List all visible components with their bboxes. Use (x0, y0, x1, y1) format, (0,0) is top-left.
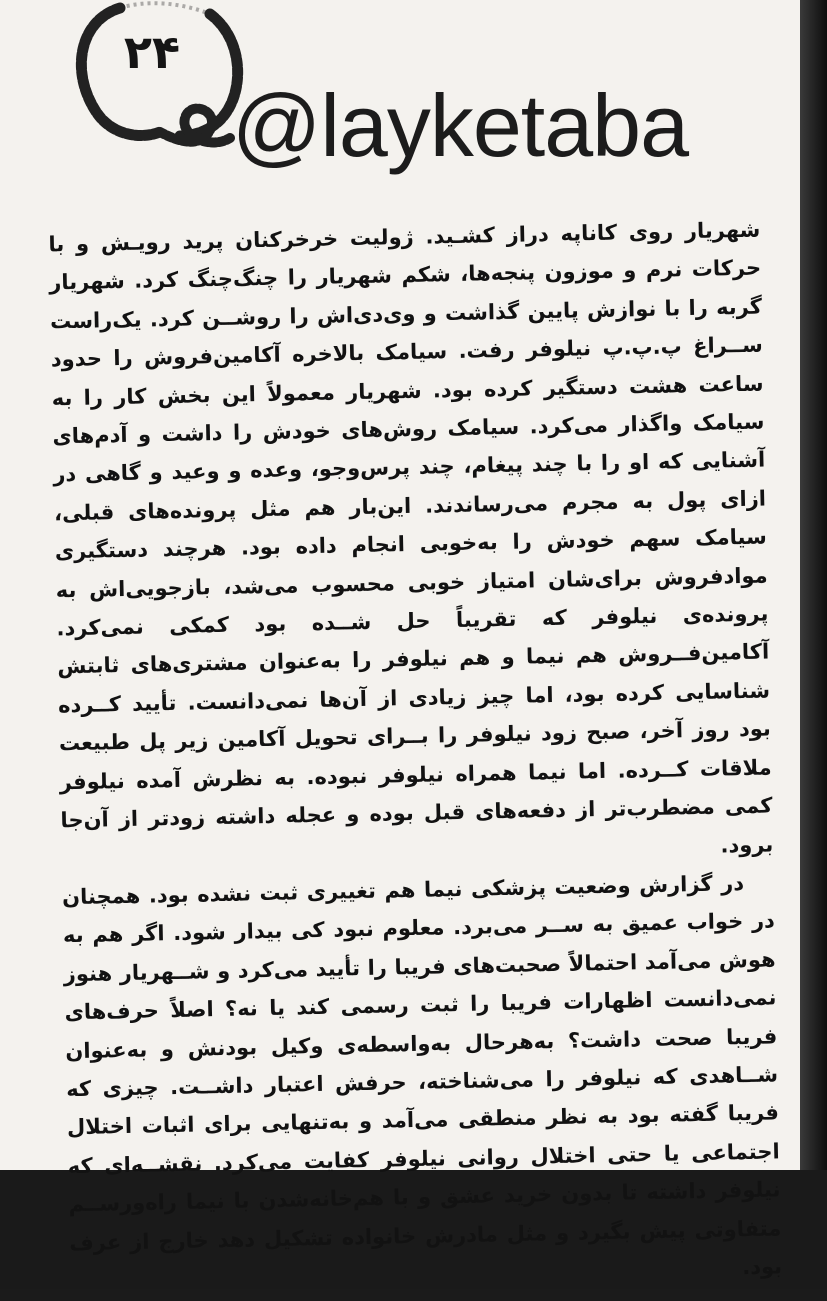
page-header (0, 0, 800, 200)
body-text (48, 211, 782, 1301)
page-number: ۲۴ (123, 25, 181, 79)
channel-handle-watermark: @layketaba (232, 76, 689, 175)
paragraph: شهریار روی کاناپه دراز کشـید. ژولیت خرخرکنان پرید رویـش و با حرکات نرم و موزون پنجه‌ها، شکم شهریار را چنگ‌چنگ کرد. شهریار گربه را با نوازش پایین گذاشت و وی‌دی‌اش را روشــن کرد. یک‌راست ســراغ پ.پ.پ نیلوفر رفت. سیامک بالاخره آکامین‌فروش را حدود ساعت هشت دستگیر کرده بود. شهریار معمولاً این بخش کار را به سیامک واگذار می‌کرد. سیامک روش‌های خودش را داشت و آدم‌های آشنایی که او را با چند پیغام، چند پرس‌وجو، وعده و وعید و گاهی در ازای پول به مجرم می‌رساندند. این‌بار هم مثل پرونده‌های قبلی، سیامک سهم خودش را به‌خوبی انجام داده بود. هرچند دستگیری موادفروش برای‌شان امتیاز خوبی محسوب می‌شد، بازجویی‌اش به پرونده‌ی نیلوفر که تقریباً حل شــده بود کمکی نمی‌کرد. آکامین‌فــروش هم نیما و هم نیلوفر را به‌عنوان مشتری‌های ثابتش شناسایی کرده بود، اما چیز زیادی از آن‌ها نمی‌دانست. تأیید کــرده بود روز آخر، صبح زود نیلوفر را بــرای تحویل آکامین زیر پل طبیعت ملاقات کــرده. اما نیما همراه نیلوفر نبوده. به نظرش آمده نیلوفر کمی مضطرب‌تر از دفعه‌های قبل بوده و عجله داشته زودتر از آن‌جا برود. (48, 217, 774, 858)
paragraph: در گزارش وضعیت پزشکی نیما هم تغییری ثبت نشده بود. همچنان در خواب عمیق به ســر می‌برد. معلوم نبود کی بیدار شود. اگر هم به هوش می‌آمد احتمالاً صحبت‌های فریبا را تأیید می‌کرد و شــهریار هنوز نمی‌دانست اظهارات فریبا را ثبت رسمی کند یا نه؟ اصلاً حرف‌های فریبا صحت داشت؟ به‌هرحال به‌واسطه‌ی وکیل بودنش و به‌عنوان شــاهدی که نیلوفر را می‌شناخته، حرفش اعتبار داشــت. چیزی که فریبا گفته بود به نظر منطقی می‌آمد و به‌تنهایی برای اثبات اختلال اجتماعی یا حتی اختلال روانی نیلوفر کفایت می‌کرد. نقشــه‌ای که نیلوفر داشته تا بدون خرید عشق و با هم‌خانه‌شدن با نیما راه‌ورســم متفاوتی پیش بگیرد و مثل مادرش خانواده تشکیل دهد خارج از عرف بود. (61, 870, 783, 1280)
bottom-edge-shadow (0, 1289, 827, 1301)
book-spine-shadow (800, 0, 827, 1170)
